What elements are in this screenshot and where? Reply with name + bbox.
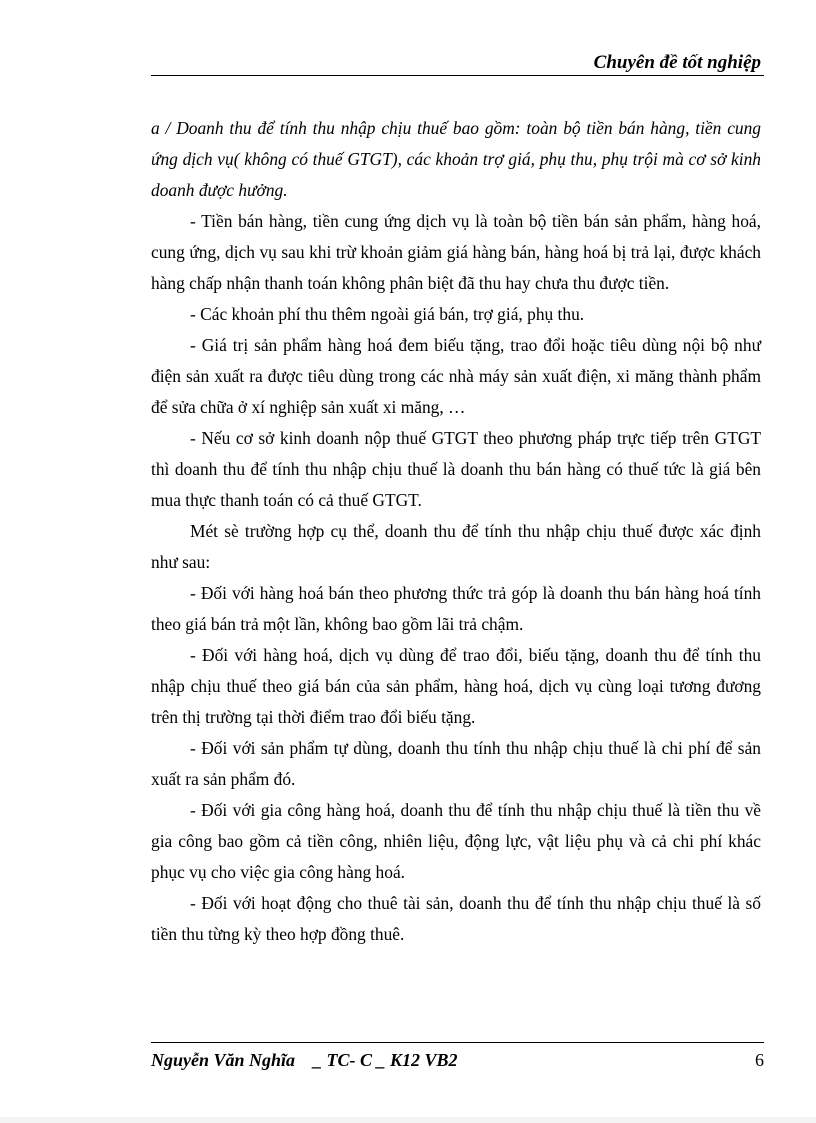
paragraph-exchange-gifts: - Đối với hàng hoá, dịch vụ dùng để trao đổi, biếu tặng, doanh thu để tính thu nhập chịu thuế theo giá bán của sản phẩm, hàng hoá, dịch vụ cùng loại tương đương trên thị trường tại thời điểm trao đổi biếu tặng. <box>151 645 761 727</box>
footer-author: Nguyễn Văn Nghĩa _ TC- C _ K12 VB2 <box>151 1050 458 1070</box>
paragraph-revenue-definition: a / Doanh thu để tính thu nhập chịu thuế bao gồm: toàn bộ tiền bán hàng, tiền cung ứng dịch vụ( không có thuế GTGT), các khoản trợ giá, phụ thu, phụ trội mà cơ sở kinh doanh được hưởng. <box>151 118 761 200</box>
paragraph-gift-value: - Giá trị sản phẩm hàng hoá đem biếu tặng, trao đổi hoặc tiêu dùng nội bộ như điện sản xuất ra được tiêu dùng trong các nhà máy sản xuất điện, xi măng thành phẩm để sửa chữa ở xí nghiệp sản xuất xi măng, … <box>151 335 761 417</box>
page-number: 6 <box>755 1050 764 1070</box>
page-bottom-band <box>0 1117 816 1123</box>
paragraph-direct-vat: - Nếu cơ sở kinh doanh nộp thuế GTGT theo phương pháp trực tiếp trên GTGT thì doanh thu để tính thu nhập chịu thuế là doanh thu bán hàng có thuế tức là giá bên mua thực thanh toán có cả thuế GTGT. <box>151 428 761 510</box>
paragraph-asset-leasing: - Đối với hoạt động cho thuê tài sản, doanh thu để tính thu nhập chịu thuế là số tiền thu từng kỳ theo hợp đồng thuê. <box>151 893 761 944</box>
footer-divider <box>151 1042 764 1043</box>
paragraph-extra-fees: - Các khoản phí thu thêm ngoài giá bán, trợ giá, phụ thu. <box>190 304 585 324</box>
header-divider <box>151 75 764 76</box>
header-title: Chuyên đề tốt nghiệp <box>593 52 761 73</box>
paragraph-specific-cases-intro: Mét sè trường hợp cụ thể, doanh thu để tính thu nhập chịu thuế được xác định như sau: <box>151 521 761 572</box>
paragraph-processing: - Đối với gia công hàng hoá, doanh thu để tính thu nhập chịu thuế là tiền thu về gia công bao gồm cả tiền công, nhiên liệu, động lực, vật liệu phụ và cả chi phí khác phục vụ cho việc gia công hàng hoá. <box>151 800 761 882</box>
paragraph-sales-revenue: - Tiền bán hàng, tiền cung ứng dịch vụ là toàn bộ tiền bán sản phẩm, hàng hoá, cung ứng, dịch vụ sau khi trừ khoản giảm giá hàng bán, hàng hoá bị trả lại, được khách hàng chấp nhận thanh toán không phân biệt đã thu hay chưa thu được tiền. <box>151 211 761 293</box>
document-body <box>151 113 761 950</box>
paragraph-self-use: - Đối với sản phẩm tự dùng, doanh thu tính thu nhập chịu thuế là chi phí để sản xuất ra sản phẩm đó. <box>151 738 761 789</box>
paragraph-installment-sales: - Đối với hàng hoá bán theo phương thức trả góp là doanh thu bán hàng hoá tính theo giá bán trả một lần, không bao gồm lãi trả chậm. <box>151 583 761 634</box>
